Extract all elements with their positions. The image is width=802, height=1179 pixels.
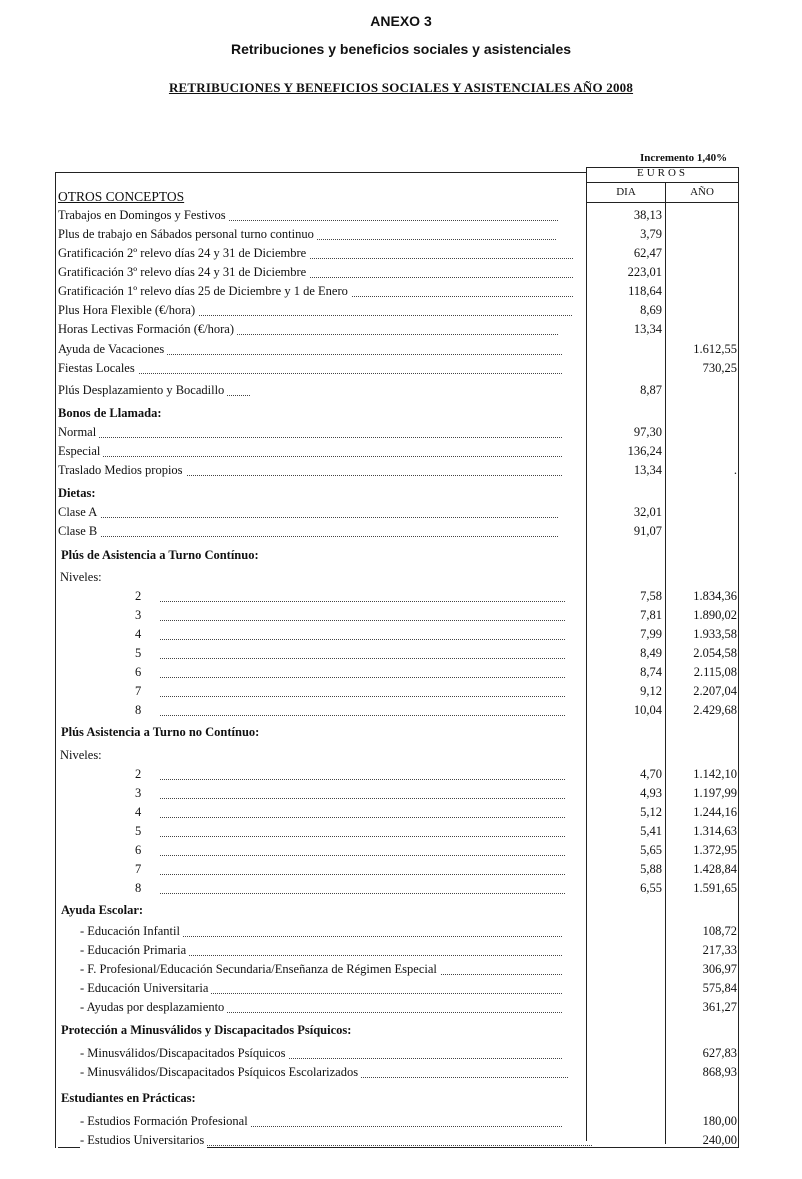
ano-value: 627,83	[702, 1046, 737, 1060]
dia-value: 8,74	[640, 665, 662, 679]
group-header-label: Estudiantes en Prácticas:	[61, 1089, 199, 1107]
group-header-row	[0, 901, 802, 919]
ano-value: 1.612,55	[693, 342, 737, 356]
group-header-row	[0, 1089, 802, 1107]
ano-value: 1.142,10	[693, 767, 737, 781]
row-label: Clase A	[58, 503, 100, 521]
ano-value: 1.314,63	[693, 824, 737, 838]
row-label: - Estudios Universitarios	[80, 1131, 207, 1149]
dia-column-header: DIA	[616, 186, 636, 198]
section-title: OTROS CONCEPTOS	[58, 189, 185, 204]
leader-dots	[160, 583, 565, 602]
row-label: 6	[135, 841, 144, 859]
ano-value: 306,97	[702, 962, 737, 976]
dia-value: 9,12	[640, 684, 662, 698]
dia-value: 8,49	[640, 646, 662, 660]
dia-value: 3,79	[640, 227, 662, 241]
row-label: Plús Desplazamiento y Bocadillo	[58, 381, 227, 399]
row-label: - F. Profesional/Educación Secundaria/Enseñanza de Régimen Especial	[80, 960, 440, 978]
dia-value: 62,47	[633, 246, 662, 260]
row-label: 7	[135, 860, 144, 878]
table-row	[0, 522, 802, 540]
leader-dots	[78, 438, 562, 457]
ano-value: 2.207,04	[693, 684, 737, 698]
row-label: Normal	[58, 423, 99, 441]
dia-value: 136,24	[627, 444, 662, 458]
table-row	[0, 1131, 802, 1149]
table-row	[0, 998, 802, 1016]
ano-value: 1.890,02	[693, 608, 737, 622]
row-label: 7	[135, 682, 144, 700]
row-label: Gratificación 2º relevo días 24 y 31 de Diciembre	[58, 244, 309, 262]
table-row	[0, 359, 802, 377]
row-label: 4	[135, 625, 144, 643]
row-label: 2	[135, 587, 144, 605]
document-title-text: RETRIBUCIONES Y BENEFICIOS SOCIALES Y ASISTENCIALES AÑO 2008	[168, 80, 634, 95]
row-label: 5	[135, 822, 144, 840]
row-label: - Minusválidos/Discapacitados Psíquicos	[80, 1044, 289, 1062]
row-label: 8	[135, 701, 144, 719]
row-label: Trabajos en Domingos y Festivos	[58, 206, 229, 224]
group-header-label: Bonos de Llamada:	[58, 404, 165, 422]
row-label: - Educación Primaria	[80, 941, 189, 959]
ano-value: 1.428,84	[693, 862, 737, 876]
row-label: - Estudios Formación Profesional	[80, 1112, 251, 1130]
ano-value: 575,84	[702, 981, 737, 995]
dia-value: 4,93	[640, 786, 662, 800]
row-label: - Educación Universitaria	[80, 979, 211, 997]
document-subtitle: Retribuciones y beneficios sociales y asistenciales	[230, 41, 572, 57]
annex-heading: ANEXO 3	[370, 13, 432, 29]
leader-dots	[78, 518, 558, 537]
dia-value: 4,70	[640, 767, 662, 781]
dia-value: 7,58	[640, 589, 662, 603]
row-label: 6	[135, 663, 144, 681]
row-label: Gratificación 3º relevo días 24 y 31 de Diciembre	[58, 263, 309, 281]
dia-value: 5,65	[640, 843, 662, 857]
row-label: 3	[135, 606, 144, 624]
row-label: Gratificación 1º relevo días 25 de Diciembre y 1 de Enero	[58, 282, 351, 300]
ano-value: 1.197,99	[693, 786, 737, 800]
row-label: Traslado Medios propios	[58, 461, 186, 479]
ano-value: 1.933,58	[693, 627, 737, 641]
row-label: Niveles:	[60, 568, 105, 586]
ano-value: 2.429,68	[693, 703, 737, 717]
dia-value: 223,01	[627, 265, 662, 279]
leader-dots	[160, 875, 565, 894]
dia-value: 10,04	[633, 703, 662, 717]
table-row	[0, 461, 802, 479]
leader-dots	[160, 837, 565, 856]
row-label: 4	[135, 803, 144, 821]
ano-column-header: AÑO	[690, 186, 714, 198]
leader-dots	[160, 856, 565, 875]
dia-value: 8,87	[640, 383, 662, 397]
dia-value: 91,07	[633, 524, 662, 538]
leader-dots	[160, 818, 565, 837]
ano-value: 1.834,36	[693, 589, 737, 603]
leader-dots	[160, 761, 565, 780]
ano-value: 217,33	[702, 943, 737, 957]
ano-value: 1.591,65	[693, 881, 737, 895]
ano-value: 108,72	[702, 924, 737, 938]
dia-value: 5,88	[640, 862, 662, 876]
leader-dots	[160, 780, 565, 799]
leader-dots	[160, 799, 565, 818]
group-header-label: Dietas:	[58, 484, 99, 502]
row-label: 2	[135, 765, 144, 783]
increment-note: Incremento 1,40%	[640, 152, 728, 164]
leader-dots	[78, 355, 562, 374]
table-row	[0, 701, 802, 719]
dia-value: 6,55	[640, 881, 662, 895]
leader-dots	[160, 678, 565, 697]
ano-value: 2.115,08	[693, 665, 737, 679]
row-label: - Ayudas por desplazamiento	[80, 998, 227, 1016]
leader-dots	[160, 659, 565, 678]
group-header-row	[0, 1021, 802, 1039]
dia-value: 38,13	[633, 208, 662, 222]
row-label: Clase B	[58, 522, 100, 540]
row-label: Horas Lectivas Formación (€/hora)	[58, 320, 237, 338]
row-label: Especial	[58, 442, 103, 460]
dia-value: 32,01	[633, 505, 662, 519]
row-label: - Minusválidos/Discapacitados Psíquicos Escolarizados	[80, 1063, 361, 1081]
dia-value: 97,30	[633, 425, 662, 439]
dia-value: 7,99	[640, 627, 662, 641]
group-header-label: Plús Asistencia a Turno no Contínuo:	[61, 723, 262, 741]
row-label: Ayuda de Vacaciones	[58, 340, 167, 358]
ano-value: 240,00	[702, 1133, 737, 1147]
dia-value: 118,64	[628, 284, 662, 298]
ano-value: 868,93	[702, 1065, 737, 1079]
leader-dots	[160, 640, 565, 659]
ano-value: 1.372,95	[693, 843, 737, 857]
leader-dots	[78, 499, 558, 518]
dia-value: 5,41	[640, 824, 662, 838]
dia-value: 8,69	[640, 303, 662, 317]
table-row	[0, 879, 802, 897]
group-header-label: Plús de Asistencia a Turno Contínuo:	[61, 546, 262, 564]
ano-value: 180,00	[702, 1114, 737, 1128]
leader-dots	[160, 602, 565, 621]
row-label: 3	[135, 784, 144, 802]
leader-dots	[78, 419, 562, 438]
group-header-label: Ayuda Escolar:	[61, 901, 146, 919]
dia-value: 13,34	[633, 463, 662, 477]
group-header-label: Protección a Minusválidos y Discapacitados Psíquicos:	[61, 1021, 354, 1039]
ano-value: 361,27	[702, 1000, 737, 1014]
euros-header: EUROS	[636, 167, 689, 179]
row-label: Plus Hora Flexible (€/hora)	[58, 301, 198, 319]
ano-value: 730,25	[702, 361, 737, 375]
row-label: - Educación Infantil	[80, 922, 183, 940]
table-row	[0, 1063, 802, 1081]
table-row	[0, 381, 802, 399]
row-label: Niveles:	[60, 746, 105, 764]
ano-value: .	[733, 463, 737, 477]
row-label: Fiestas Locales	[58, 359, 138, 377]
group-header-row	[0, 546, 802, 564]
leader-dots	[160, 697, 565, 716]
leader-dots	[160, 621, 565, 640]
group-header-row	[0, 723, 802, 741]
dia-value: 5,12	[640, 805, 662, 819]
row-label: 8	[135, 879, 144, 897]
dia-value: 7,81	[640, 608, 662, 622]
row-label: 5	[135, 644, 144, 662]
ano-value: 2.054,58	[693, 646, 737, 660]
row-label: Plus de trabajo en Sábados personal turno continuo	[58, 225, 317, 243]
dia-value: 13,34	[633, 322, 662, 336]
ano-value: 1.244,16	[693, 805, 737, 819]
